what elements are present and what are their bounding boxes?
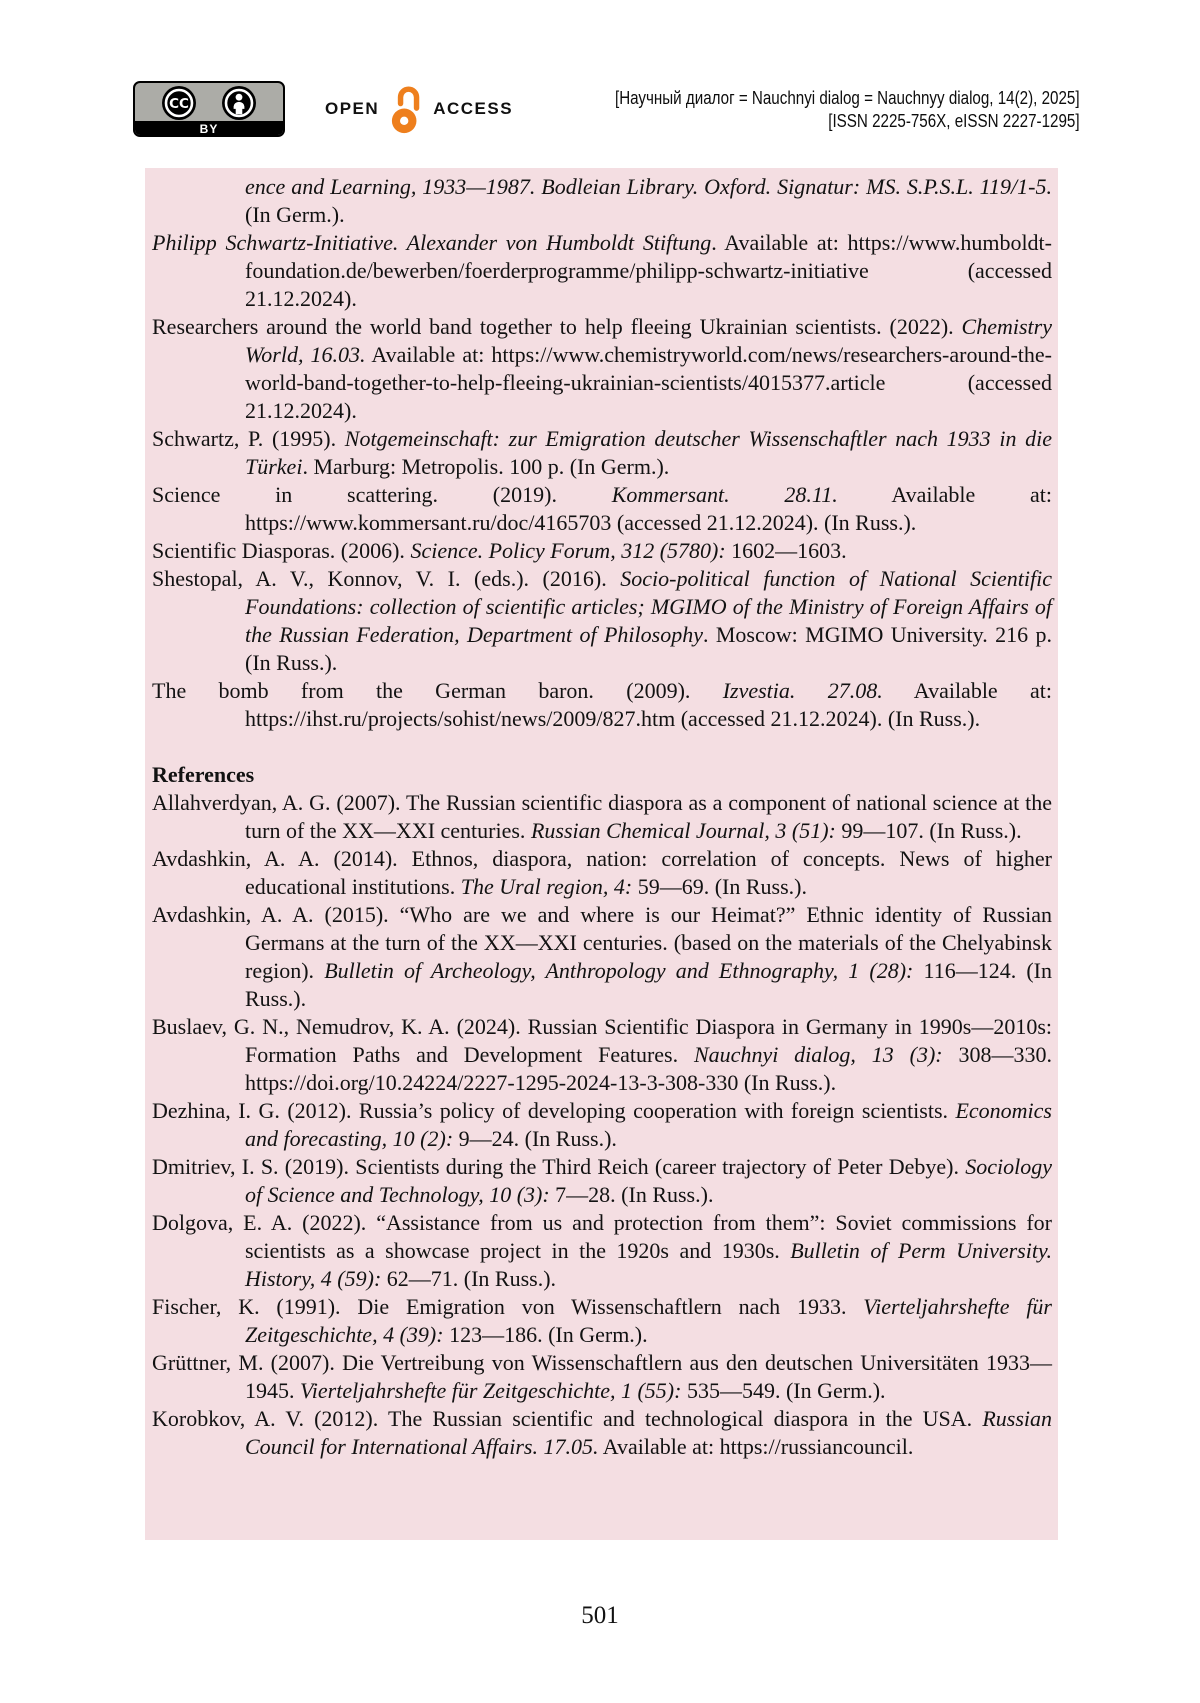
- reference-italic-segment: Russian Council for International Affairs. 17.05.: [245, 1406, 1052, 1459]
- reference-italic-segment: Bulletin of Archeology, Anthropology and Ethnography, 1 (28):: [324, 958, 914, 983]
- reference-text-segment: 1602—1603.: [725, 538, 847, 563]
- reference-text-segment: Korobkov, A. V. (2012). The Russian scientific and technological diaspora in the USA.: [152, 1406, 983, 1431]
- reference-text-segment: Scientific Diasporas. (2006).: [152, 538, 411, 563]
- references-heading: References: [152, 762, 255, 787]
- reference-text-segment: Available at: https://www.chemistryworld.com/news/researchers-around-the-world-band-together-to-help-fleeing-ukrainian-scientists/4015377.article (accessed 21.12.2024).: [245, 342, 1052, 423]
- reference-italic-segment: Economics and forecasting, 10 (2):: [245, 1098, 1052, 1151]
- reference-text-segment: Dezhina, I. G. (2012). Russia’s policy of developing cooperation with foreign scientists.: [152, 1098, 956, 1123]
- cc-badge-icons: [135, 83, 283, 121]
- reference-entry: [152, 1349, 1052, 1405]
- reference-entry: [152, 1097, 1052, 1153]
- reference-text-segment: 7—28. (In Russ.).: [549, 1182, 714, 1207]
- open-lock-icon: [386, 82, 426, 136]
- reference-entry: [152, 789, 1052, 845]
- open-access-open-label: OPEN: [325, 99, 380, 118]
- reference-text-segment: 99—107. (In Russ.).: [835, 818, 1022, 843]
- reference-entry: [152, 229, 1052, 313]
- references-list: [152, 789, 1052, 1461]
- svg-text:CC: CC: [169, 96, 189, 112]
- reference-italic-segment: Nauchnyi dialog, 13 (3):: [694, 1042, 943, 1067]
- reference-text-segment: Avdashkin, A. A. (2015). “Who are we and where is our Heimat?” Ethnic identity of Russian Germans at the turn of the XX—XXI centuries. (based on the materials of the Chelyabinsk region).: [152, 902, 1052, 983]
- cc-by-label: BY: [135, 121, 283, 137]
- reference-text-segment: Buslaev, G. N., Nemudrov, K. A. (2024). Russian Scientific Diaspora in Germany in 1990s—2010s: Formation Paths and Development Features.: [152, 1014, 1052, 1067]
- reference-italic-segment: Sociology of Science and Technology, 10 (3):: [245, 1154, 1052, 1207]
- references-block: [145, 168, 1058, 1540]
- page-footer: [0, 1602, 1200, 1630]
- reference-text-segment: Shestopal, A. V., Konnov, V. I. (eds.). (2016).: [152, 566, 621, 591]
- reference-entry: [152, 173, 1052, 229]
- reference-text-segment: 123—186. (In Germ.).: [443, 1322, 648, 1347]
- reference-text-segment: . Marburg: Metropolis. 100 p. (In Germ.).: [302, 454, 670, 479]
- reference-italic-segment: Vierteljahrshefte für Zeitgeschichte, 1 (55):: [300, 1378, 682, 1403]
- reference-text-segment: 535—549. (In Germ.).: [681, 1378, 886, 1403]
- reference-entry: [152, 1293, 1052, 1349]
- reference-italic-segment: The Ural region, 4:: [460, 874, 633, 899]
- journal-citation: [615, 86, 1080, 132]
- reference-text-segment: Dolgova, E. A. (2022). “Assistance from us and protection from them”: Soviet commissions for scientists as a showcase project in the 1920s and 1930s.: [152, 1210, 1052, 1263]
- cc-icon: [161, 85, 197, 121]
- reference-entry: [152, 1013, 1052, 1097]
- reference-italic-segment: Kommersant. 28.11.: [611, 482, 838, 507]
- reference-text-segment: 59—69. (In Russ.).: [632, 874, 807, 899]
- page-header: [133, 80, 1080, 138]
- reference-text-segment: Allahverdyan, A. G. (2007). The Russian scientific diaspora as a component of national science at the turn of the XX—XXI centuries.: [152, 790, 1052, 843]
- reference-text-segment: Researchers around the world band together to help fleeing Ukrainian scientists. (2022).: [152, 314, 962, 339]
- reference-entry: [152, 537, 1052, 565]
- reference-text-segment: (In Germ.).: [245, 202, 345, 227]
- reference-entry: [152, 901, 1052, 1013]
- reference-italic-segment: Socio-political function of National Scientific Foundations: collection of scientific articles; MGIMO of the Ministry of Foreign Affairs of the Russian Federation, Department of Philosophy: [245, 566, 1053, 647]
- attribution-person-icon: [221, 85, 257, 121]
- reference-entry: [152, 845, 1052, 901]
- journal-citation-line2: [ISSN 2225-756X, eISSN 2227-1295]: [828, 110, 1080, 131]
- reference-text-segment: Science in scattering. (2019).: [152, 482, 612, 507]
- reference-entry: [152, 1209, 1052, 1293]
- reference-text-segment: Available at: https://ihst.ru/projects/sohist/news/2009/827.htm (accessed 21.12.2024). (In Russ.).: [245, 678, 1052, 731]
- reference-text-segment: Grüttner, M. (2007). Die Vertreibung von Wissenschaftlern aus den deutschen Universitäten 1933—1945.: [152, 1350, 1052, 1403]
- journal-citation-line1: [Научный диалог = Nauchnyi dialog = Nauchnyy dialog, 14(2), 2025]: [615, 87, 1080, 108]
- reference-entry: [152, 425, 1052, 481]
- open-access-logo: [325, 82, 513, 136]
- reference-text-segment: . Moscow: MGIMO University. 216 p. (In Russ.).: [245, 622, 1052, 675]
- reference-italic-segment: Vierteljahrshefte für Zeitgeschichte, 4 (39):: [245, 1294, 1052, 1347]
- reference-text-segment: Available at: https://russiancouncil.: [598, 1434, 914, 1459]
- reference-text-segment: . Available at: https://www.humboldt-foundation.de/bewerben/foerderprogramme/philipp-schwartz-initiative (accessed 21.12.2024).: [245, 230, 1052, 311]
- reference-italic-segment: Science. Policy Forum, 312 (5780):: [410, 538, 726, 563]
- reference-text-segment: 308—330. https://doi.org/10.24224/2227-1295-2024-13-3-308-330 (In Russ.).: [245, 1042, 1052, 1095]
- reference-text-segment: Fischer, K. (1991). Die Emigration von Wissenschaftlern nach 1933.: [152, 1294, 864, 1319]
- reference-italic-segment: Izvestia. 27.08.: [722, 678, 883, 703]
- reference-italic-segment: ence and Learning, 1933—1987. Bodleian Library. Oxford. Signatur: MS. S.P.S.L. 119/1-5.: [245, 174, 1052, 199]
- reference-italic-segment: Philipp Schwartz-Initiative. Alexander von Humboldt Stiftung: [152, 230, 712, 255]
- reference-entry: [152, 1153, 1052, 1209]
- reference-text-segment: The bomb from the German baron. (2009).: [152, 678, 723, 703]
- reference-entry: [152, 677, 1052, 733]
- reference-text-segment: Avdashkin, A. A. (2014). Ethnos, diaspora, nation: correlation of concepts. News of higher educational institutions.: [152, 846, 1052, 899]
- reference-text-segment: Schwartz, P. (1995).: [152, 426, 345, 451]
- cc-by-badge: [133, 81, 285, 137]
- reference-entry: [152, 1405, 1052, 1461]
- reference-italic-segment: Chemistry World, 16.03.: [245, 314, 1052, 367]
- reference-text-segment: 116—124. (In Russ.).: [245, 958, 1053, 1011]
- reference-entry: [152, 565, 1052, 677]
- page-number: 501: [581, 1602, 619, 1629]
- reference-text-segment: Available at: https://www.kommersant.ru/doc/4165703 (accessed 21.12.2024). (In Russ.).: [245, 482, 1052, 535]
- reference-entry: [152, 481, 1052, 537]
- reference-entry: [152, 313, 1052, 425]
- reference-text-segment: 9—24. (In Russ.).: [453, 1126, 617, 1151]
- reference-text-segment: Dmitriev, I. S. (2019). Scientists during the Third Reich (career trajectory of Peter Debye).: [152, 1154, 966, 1179]
- open-access-access-label: ACCESS: [433, 99, 514, 118]
- bibliography-continued-list: [152, 173, 1052, 733]
- reference-italic-segment: Bulletin of Perm University. History, 4 (59):: [245, 1238, 1052, 1291]
- reference-italic-segment: Russian Chemical Journal, 3 (51):: [530, 818, 836, 843]
- reference-italic-segment: Notgemeinschaft: zur Emigration deutscher Wissenschaftler nach 1933 in die Türkei: [245, 426, 1052, 479]
- reference-text-segment: 62—71. (In Russ.).: [381, 1266, 557, 1291]
